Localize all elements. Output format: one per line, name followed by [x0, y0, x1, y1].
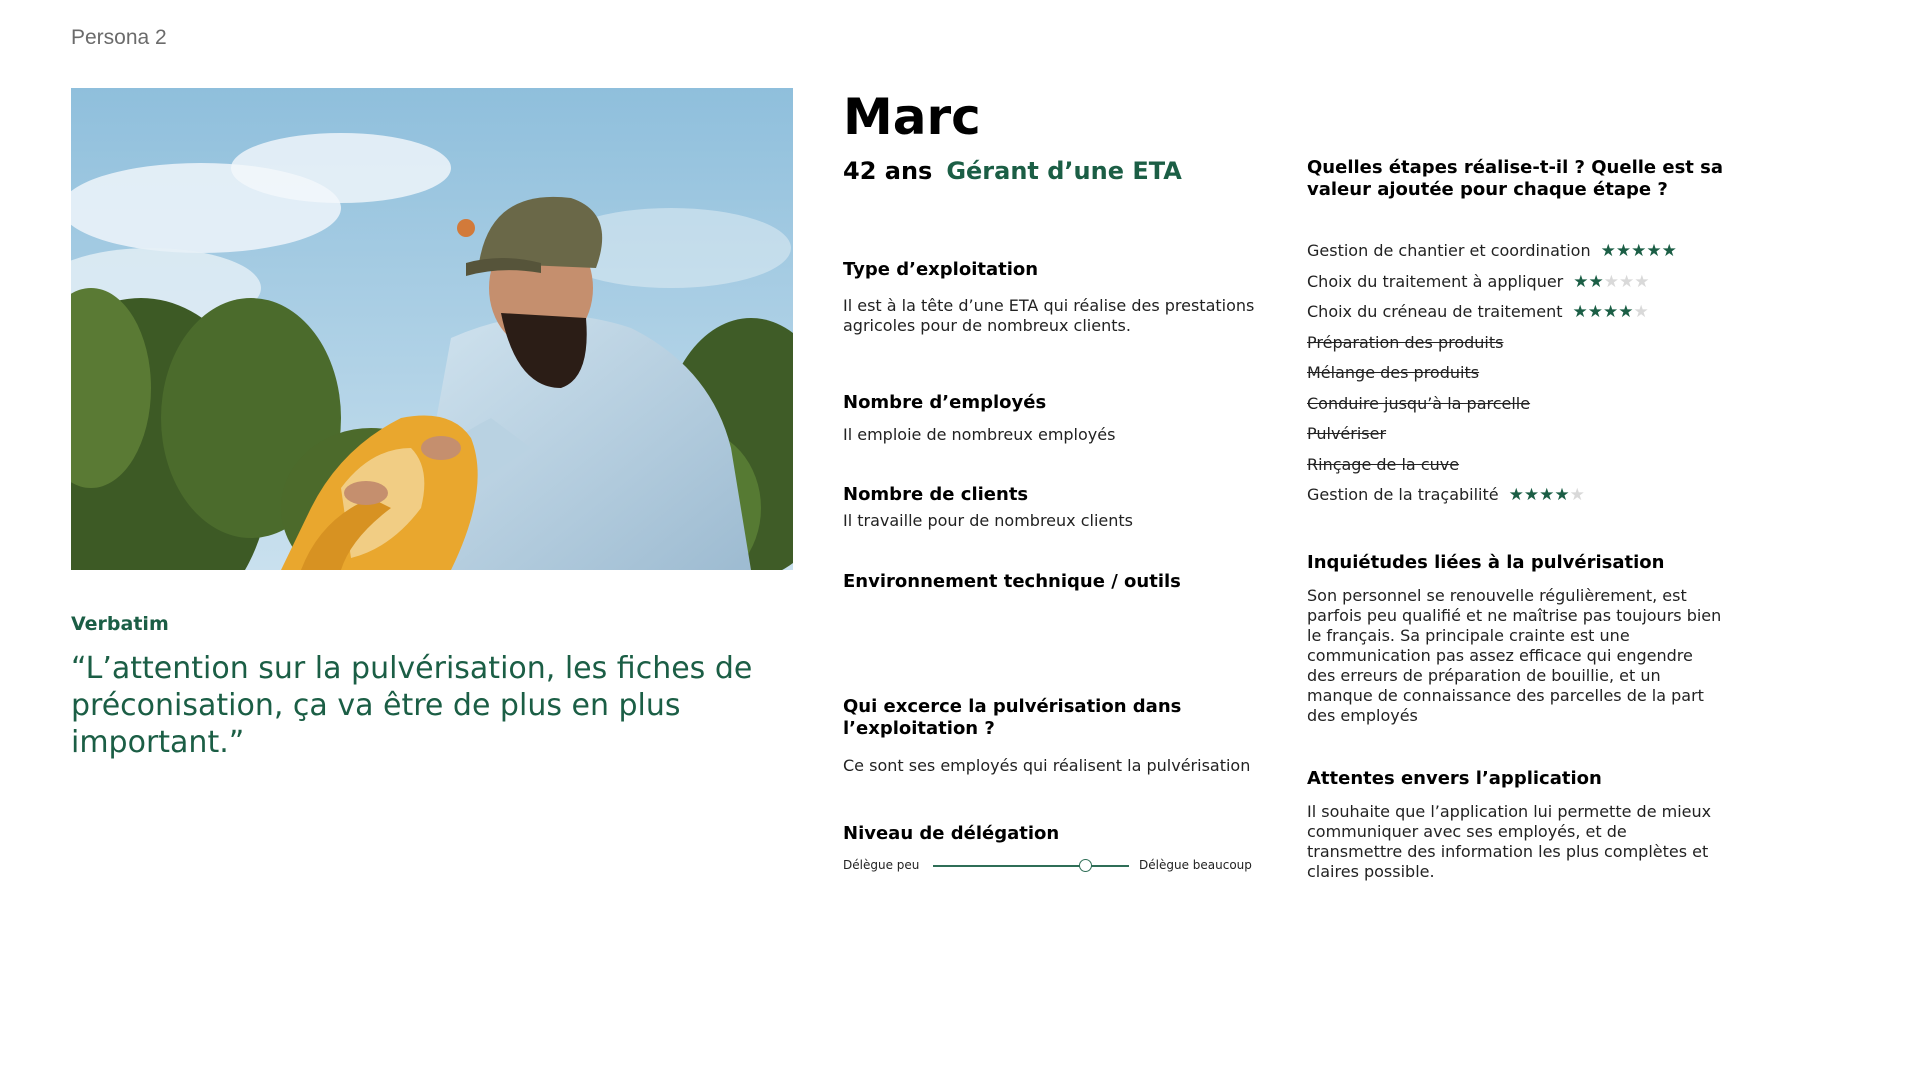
qui-pulverise-text: Ce sont ses employés qui réalisent la pulvérisation	[843, 756, 1251, 775]
step-item	[1307, 240, 1677, 262]
step-rating	[1509, 484, 1585, 506]
star-icon: ★	[1634, 271, 1650, 292]
inquietudes-text: Son personnel se renouvelle régulièrement, est parfois peu qualifié et ne maîtrise pas toujours bien le français. Sa principale crainte est une communication pas assez efficace qui engendre des erreurs de préparation de bouillie, et un manque de connaissance des parcelles de la part des employés	[1307, 586, 1722, 725]
delegation-track	[933, 865, 1129, 867]
step-label: Gestion de chantier et coordination	[1307, 241, 1591, 260]
persona-role: Gérant d’une ETA	[946, 157, 1182, 185]
star-icon: ★	[1554, 485, 1570, 505]
step-rating	[1601, 240, 1677, 262]
delegation-title: Niveau de délégation	[843, 823, 1060, 844]
step-item	[1307, 393, 1530, 415]
attentes-text: Il souhaite que l’application lui permette de mieux communiquer avec ses employés, et de transmettre des information les plus complètes et claires possible.	[1307, 802, 1712, 881]
step-item	[1307, 271, 1650, 293]
steps-title: Quelles étapes réalise-t-il ? Quelle est sa valeur ajoutée pour chaque étape ?	[1307, 157, 1724, 200]
employes-text: Il emploie de nombreux employés	[843, 425, 1116, 444]
step-label: Mélange des produits	[1307, 363, 1480, 382]
type-exploitation-text: Il est à la tête d’une ETA qui réalise des prestations agricoles pour de nombreux clients.	[843, 296, 1255, 335]
step-item	[1307, 484, 1585, 506]
qui-pulverise-title: Qui excerce la pulvérisation dans l’exploitation ?	[843, 696, 1182, 739]
star-icon: ★	[1523, 485, 1540, 505]
inquietudes-title: Inquiétudes liées à la pulvérisation	[1307, 552, 1665, 573]
star-icon: ★	[1573, 271, 1589, 292]
environnement-title: Environnement technique / outils	[843, 571, 1181, 592]
persona-subline	[843, 157, 1182, 185]
star-icon: ★	[1633, 302, 1649, 322]
delegation-knob	[1079, 859, 1092, 872]
attentes-title: Attentes envers l’application	[1307, 768, 1602, 789]
star-icon: ★	[1661, 241, 1677, 261]
step-item	[1307, 332, 1503, 354]
verbatim-quote: “L’attention sur la pulvérisation, les fiches de préconisation, ça va être de plus en plus important.”	[71, 651, 753, 760]
type-exploitation-title: Type d’exploitation	[843, 259, 1039, 280]
star-icon: ★	[1569, 485, 1585, 505]
clients-text: Il travaille pour de nombreux clients	[843, 511, 1133, 530]
persona-photo-illustration	[71, 88, 793, 570]
step-label: Préparation des produits	[1307, 332, 1504, 352]
star-icon: ★	[1600, 241, 1616, 261]
persona-age: 42 ans	[843, 157, 933, 185]
delegation-max-label: Délègue beaucoup	[1139, 858, 1252, 872]
persona-photo	[71, 88, 793, 570]
step-rating	[1573, 271, 1649, 293]
star-icon: ★	[1618, 302, 1634, 322]
star-icon: ★	[1646, 241, 1662, 261]
star-icon: ★	[1572, 302, 1588, 322]
step-rating	[1573, 301, 1649, 323]
star-icon: ★	[1603, 302, 1619, 322]
step-label: Choix du traitement à appliquer	[1307, 271, 1564, 291]
step-label: Pulvériser	[1307, 424, 1387, 443]
clients-title: Nombre de clients	[843, 484, 1029, 505]
step-item	[1307, 454, 1459, 476]
star-icon: ★	[1631, 241, 1647, 261]
step-item	[1307, 301, 1649, 323]
delegation-min-label: Délègue peu	[843, 858, 920, 872]
delegation-slider	[843, 854, 1263, 878]
star-icon: ★	[1539, 485, 1555, 505]
persona-name: Marc	[843, 88, 981, 146]
step-item	[1307, 362, 1479, 384]
step-label: Gestion de la traçabilité	[1307, 485, 1499, 504]
step-label: Choix du créneau de traitement	[1307, 302, 1563, 321]
step-label: Conduire jusqu’à la parcelle	[1307, 393, 1531, 413]
employes-title: Nombre d’employés	[843, 392, 1047, 413]
star-icon: ★	[1615, 241, 1632, 261]
step-label: Rinçage de la cuve	[1307, 454, 1460, 474]
star-icon: ★	[1588, 271, 1604, 292]
step-item	[1307, 423, 1386, 445]
star-icon: ★	[1603, 271, 1619, 292]
star-icon: ★	[1508, 485, 1524, 505]
verbatim-label: Verbatim	[71, 613, 169, 635]
star-icon: ★	[1619, 271, 1635, 292]
star-icon: ★	[1587, 302, 1604, 322]
frame-label: Persona 2	[71, 26, 167, 49]
